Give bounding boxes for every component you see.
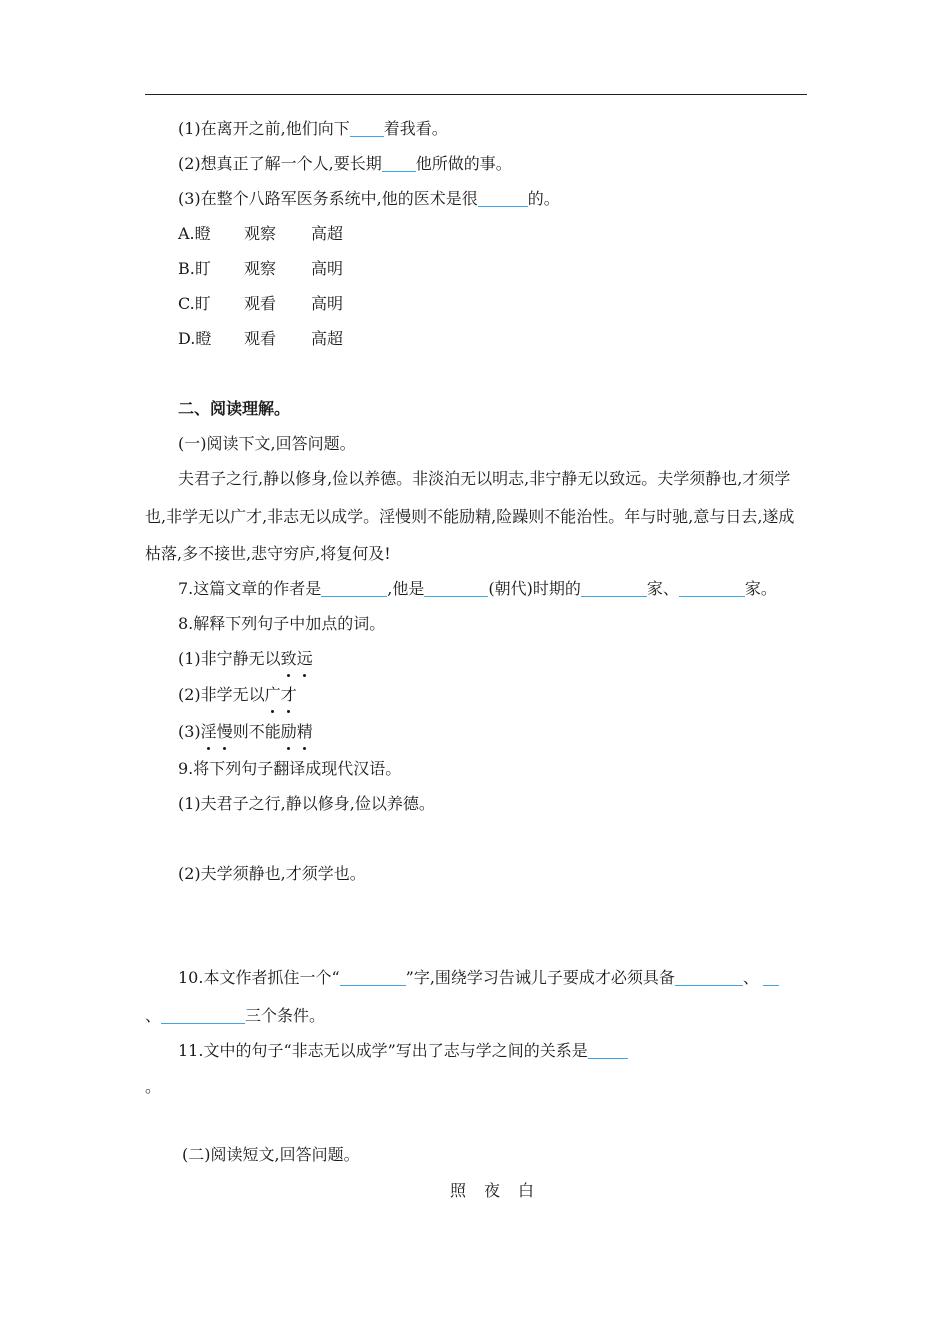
q9-title: 9.将下列句子翻译成现代汉语。 xyxy=(178,759,402,778)
q6-sentence-2 xyxy=(178,153,512,175)
option-b-label: B.盯 xyxy=(178,259,211,278)
q6-s3-tail: 的。 xyxy=(527,189,560,208)
q8-title: 8.解释下列句子中加点的词。 xyxy=(178,614,386,633)
q10-blank-condition-1[interactable] xyxy=(675,969,743,986)
q8-i3-dotted-1: 淫 xyxy=(200,722,217,741)
q7-text-1: 7.这篇文章的作者是 xyxy=(178,579,322,598)
q11-blank[interactable] xyxy=(588,1042,628,1059)
q8-i1-text: (1)非宁静无以 xyxy=(178,649,281,668)
option-d[interactable] xyxy=(178,328,343,350)
q7 xyxy=(178,578,777,600)
q6-s2-text: (2)想真正了解一个人,要长期 xyxy=(178,154,382,173)
q10-text-1: 10.本文作者抓住一个“ xyxy=(178,968,340,987)
q8-i3-text: (3) xyxy=(178,722,201,741)
q6-sentence-1 xyxy=(178,118,448,140)
option-d-word3: 高超 xyxy=(311,329,344,348)
q7-blank-role2[interactable] xyxy=(679,580,745,597)
q8-i3-dotted-3: 励 xyxy=(280,722,297,741)
q9-sentence-1: (1)夫君子之行,静以修身,俭以养德。 xyxy=(178,794,435,813)
q9-sentence-2: (2)夫学须静也,才须学也。 xyxy=(178,864,366,883)
q6-s3-text: (3)在整个八路军医务系统中,他的医术是很 xyxy=(178,189,478,208)
part1-intro: (一)阅读下文,回答问题。 xyxy=(178,434,356,453)
option-c-word3: 高明 xyxy=(311,294,344,313)
option-b-word2: 观察 xyxy=(244,259,277,278)
q6-s2-tail: 他所做的事。 xyxy=(415,154,512,173)
q11 xyxy=(178,1040,628,1062)
part2-title-char-3: 白 xyxy=(518,1181,535,1200)
q10-text-2: ”字,围绕学习告诫儿子要成才必须具备 xyxy=(405,968,675,987)
q7-text-4: 家、 xyxy=(646,579,679,598)
q11-text: 11.文中的句子“非志无以成学”写出了志与学之间的关系是 xyxy=(178,1041,588,1060)
option-d-label: D.瞪 xyxy=(178,329,212,348)
q10-blank-condition-3[interactable] xyxy=(161,1007,245,1024)
q7-text-5: 家。 xyxy=(744,579,777,598)
q7-blank-dynasty[interactable] xyxy=(424,580,488,597)
q8-i3-dotted-2: 慢 xyxy=(216,722,233,741)
passage-line-2: 也,非学无以广才,非志无以成学。淫慢则不能励精,险躁则不能治性。年与时驰,意与日去,遂成 xyxy=(145,507,795,526)
option-b[interactable] xyxy=(178,258,343,280)
option-d-word2: 观看 xyxy=(244,329,277,348)
q10-line-1 xyxy=(178,967,779,989)
q6-s3-blank[interactable] xyxy=(478,190,528,207)
q10-blank-condition-2[interactable] xyxy=(763,969,779,986)
q8-i2-text: (2)非学无以 xyxy=(178,685,265,704)
part2-intro: (二)阅读短文,回答问题。 xyxy=(182,1145,360,1164)
q6-s1-tail: 着我看。 xyxy=(383,119,448,138)
q10-text-3: 、 xyxy=(742,968,759,987)
option-a-word3: 高超 xyxy=(311,224,344,243)
q8-item-1 xyxy=(178,648,313,670)
q7-blank-role1[interactable] xyxy=(581,580,647,597)
part2-title-char-2: 夜 xyxy=(484,1181,501,1200)
passage-line-1: 夫君子之行,静以修身,俭以养德。非淡泊无以明志,非宁静无以致远。夫学须静也,才须学 xyxy=(178,469,791,488)
passage-line-3: 枯落,多不接世,悲守穷庐,将复何及! xyxy=(145,544,391,563)
q8-i2-dotted-2: 才 xyxy=(280,685,297,704)
q8-item-2 xyxy=(178,684,297,706)
q8-i3-text-2: 则不能 xyxy=(232,722,281,741)
q6-s2-blank[interactable] xyxy=(382,155,416,172)
q6-s1-text: (1)在离开之前,他们向下 xyxy=(178,119,350,138)
q8-i2-dotted-1: 广 xyxy=(264,685,281,704)
q10-text-5: 三个条件。 xyxy=(245,1006,326,1025)
q8-item-3 xyxy=(178,721,313,743)
q10-text-4: 、 xyxy=(145,1006,162,1025)
option-c-word2: 观看 xyxy=(244,294,277,313)
q6-sentence-3 xyxy=(178,188,560,210)
q7-text-2: ,他是 xyxy=(387,579,425,598)
header-rule xyxy=(145,94,807,95)
option-a-word2: 观察 xyxy=(244,224,277,243)
option-b-word3: 高明 xyxy=(311,259,344,278)
option-c[interactable] xyxy=(178,293,343,315)
q8-i1-dotted-2: 远 xyxy=(296,649,313,668)
q8-i3-dotted-4: 精 xyxy=(296,722,313,741)
q11-end: 。 xyxy=(145,1077,162,1096)
option-a-label: A.瞪 xyxy=(178,224,211,243)
q7-text-3: (朝代)时期的 xyxy=(488,579,581,598)
part2-title-char-1: 照 xyxy=(450,1181,467,1200)
section-heading: 二、阅读理解。 xyxy=(178,399,291,418)
q8-i1-dotted-1: 致 xyxy=(280,649,297,668)
option-a[interactable] xyxy=(178,223,343,245)
q7-blank-author[interactable] xyxy=(321,580,387,597)
q10-blank-key-char[interactable] xyxy=(340,969,406,986)
option-c-label: C.盯 xyxy=(178,294,211,313)
part2-title xyxy=(450,1180,534,1202)
q10-line-2 xyxy=(145,1005,325,1027)
q6-s1-blank[interactable] xyxy=(350,120,384,137)
